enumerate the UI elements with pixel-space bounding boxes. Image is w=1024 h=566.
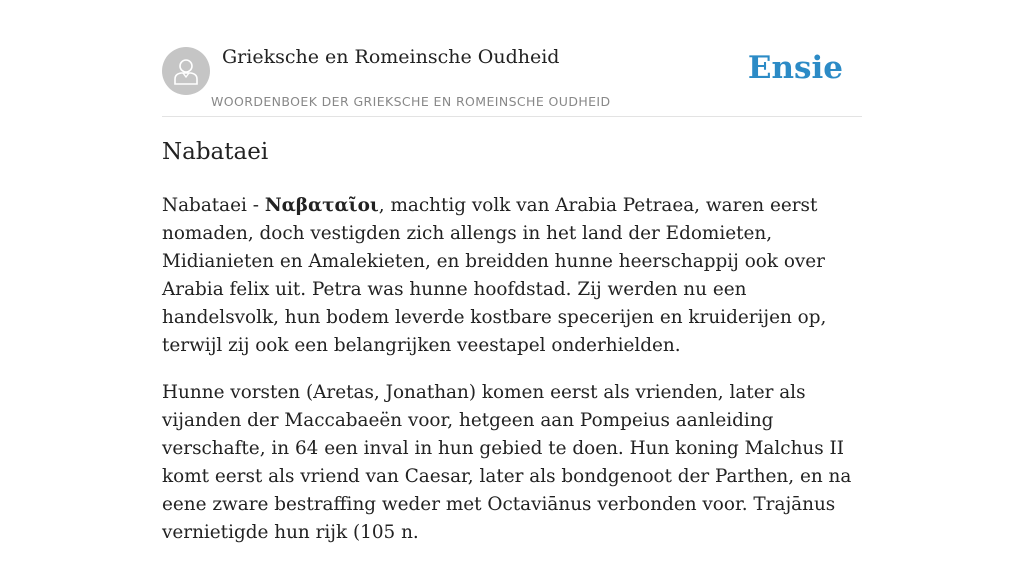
paragraph-1 <box>162 192 864 360</box>
source-header <box>162 40 862 117</box>
person-outline-icon <box>171 56 201 86</box>
brand-logo[interactable]: Ensie <box>747 50 843 86</box>
paragraph-1-text: , machtig volk van Arabia Petraea, waren eerst nomaden, doch vestigden zich allengs in het land der Edomieten, Midianieten en Amalekieten, en breidden hunne heerschappij ook over Arabia felix uit. Petra was hunne hoofdstad. Zij werden nu een handelsvolk, hun bodem leverde kostbare specerijen en kruiderijen op, terwijl zij ook een belangrijken veestapel onderhielden. <box>162 195 827 356</box>
entry-title: Nabataei <box>162 139 269 165</box>
entry-body <box>162 192 864 566</box>
paragraph-2: Hunne vorsten (Aretas, Jonathan) komen eerst als vrienden, later als vijanden der Maccabaeën voor, hetgeen aan Pompeius aanleiding verschafte, in 64 een inval in hun gebied te doen. Hun koning Malchus II komt eerst als vriend van Caesar, later als bondgenoot der Parthen, en na eene zware bestraffing weder met Octaviānus verbonden voor. Trajānus vernietigde hun rijk (105 n. <box>162 382 852 543</box>
entry-lead: Nabataei - <box>162 195 265 216</box>
greek-term: Ναβαταῖοι <box>264 195 379 216</box>
user-avatar-icon[interactable] <box>162 47 210 95</box>
source-title-link[interactable]: Grieksche en Romeinsche Oudheid <box>222 46 560 68</box>
source-subtitle: WOORDENBOEK DER GRIEKSCHE EN ROMEINSCHE OUDHEID <box>211 94 611 109</box>
